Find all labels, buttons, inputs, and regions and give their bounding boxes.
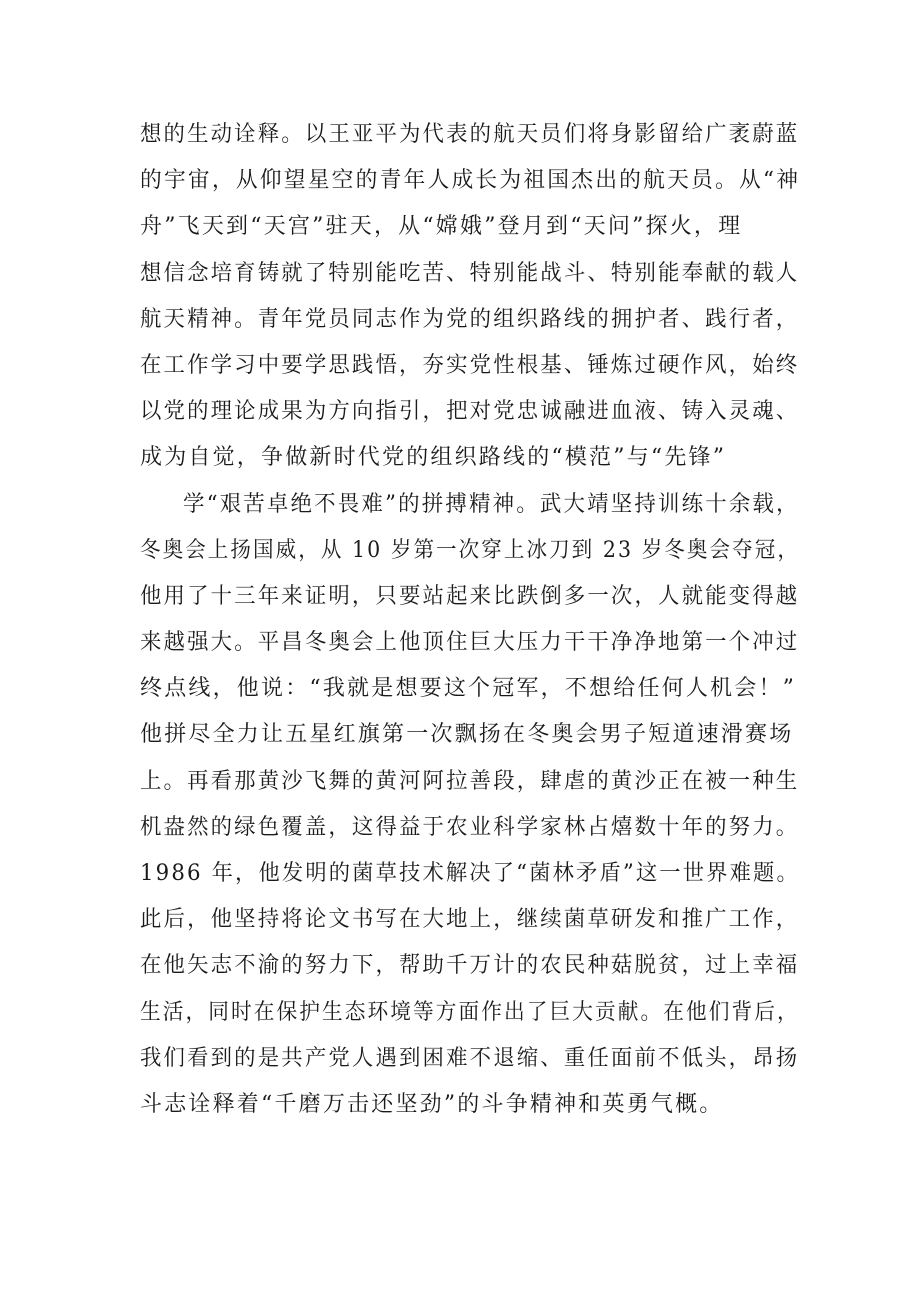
text-line: 斗志诠释着“千磨万击还坚劲”的斗争精神和英勇气概。: [140, 1091, 724, 1117]
text-line: 想的生动诠释。以王亚平为代表的航天员们将身影留给广袤蔚蓝: [140, 122, 800, 147]
text-line: 的宇宙，从仰望星空的青年人成长为祖国杰出的航天员。从“神: [140, 168, 801, 194]
text-line: 成为自觉，争做新时代党的组织路线的“模范”与“先锋”: [140, 445, 727, 471]
text-line: 我们看到的是共产党人遇到困难不退缩、重任面前不低头，昂扬: [140, 1045, 800, 1071]
text-line: 在工作学习中要学思践悟，夯实党性根基、锤炼过硬作风，始终: [140, 352, 800, 378]
text-line: 1986 年，他发明的菌草技术解决了“菌林矛盾”这一世界难题。: [140, 861, 800, 886]
text-line: 终点线，他说：“我就是想要这个冠军，不想给任何人机会！”: [140, 676, 797, 702]
text-line: 生活，同时在保护生态环境等方面作出了巨大贡献。在他们背后，: [140, 999, 800, 1025]
text-line: 想信念培育铸就了特别能吃苦、特别能战斗、特别能奉献的载人: [140, 260, 800, 286]
paragraph-2: [140, 482, 800, 1129]
text-line: 航天精神。青年党员同志作为党的组织路线的拥护者、践行者，: [140, 306, 800, 332]
text-line: 他用了十三年来证明，只要站起来比跌倒多一次，人就能变得越: [140, 583, 800, 609]
body-text: [140, 112, 800, 1128]
text-line: 他拼尽全力让五星红旗第一次飘扬在冬奥会男子短道速滑赛场: [140, 722, 794, 748]
text-line: 学“艰苦卓绝不畏难”的拼搏精神。武大靖坚持训练十余载，: [182, 491, 800, 517]
text-line: 在他矢志不渝的努力下，帮助千万计的农民种菇脱贫，过上幸福: [140, 953, 800, 979]
text-line: 上。再看那黄沙飞舞的黄河阿拉善段，肆虐的黄沙正在被一种生: [140, 768, 800, 794]
text-line: 此后，他坚持将论文书写在大地上，继续菌草研发和推广工作，: [140, 907, 800, 933]
paragraph-1: [140, 112, 800, 482]
text-line: 机盎然的绿色覆盖，这得益于农业科学家林占熺数十年的努力。: [140, 814, 800, 840]
text-line: 来越强大。平昌冬奥会上他顶住巨大压力干干净净地第一个冲过: [140, 630, 800, 656]
text-line: 舟”飞天到“天宫”驻天，从“嫦娥”登月到“天问”探火，理: [140, 214, 743, 240]
text-line: 以党的理论成果为方向指引，把对党忠诚融进血液、铸入灵魂、: [140, 399, 800, 425]
text-line: 冬奥会上扬国威，从 10 岁第一次穿上冰刀到 23 岁冬奥会夺冠，: [140, 537, 800, 563]
